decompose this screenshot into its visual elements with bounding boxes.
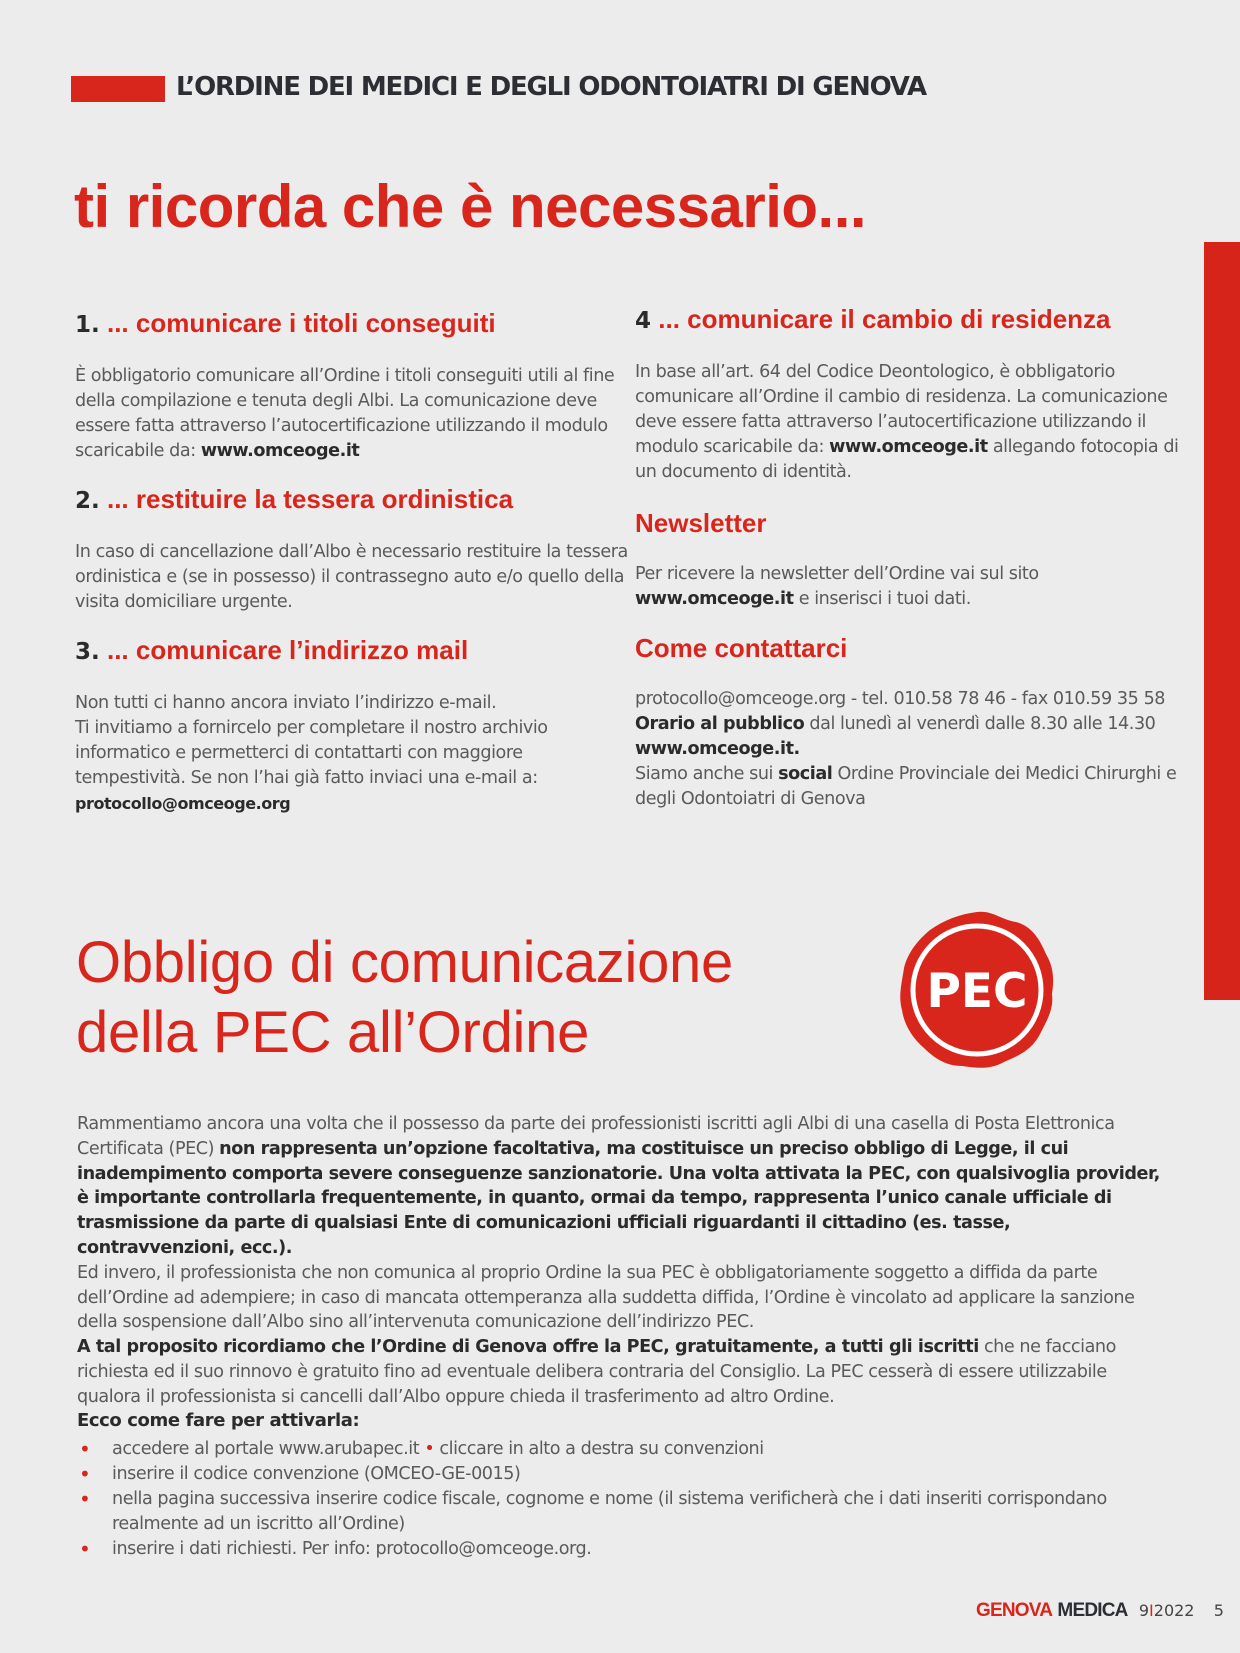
- social-label: social: [778, 764, 833, 784]
- section-4-heading: [635, 302, 1195, 338]
- newsletter-body: Per ricevere la newsletter dell’Ordine vai sul sito www.omceoge.it e inserisci i tuoi dati.: [635, 564, 1039, 609]
- page-footer: [976, 1600, 1224, 1622]
- contacts-heading: Come contattarci: [635, 633, 848, 663]
- section-2-heading: [75, 482, 635, 518]
- section-number: 3.: [75, 639, 100, 665]
- pec-obligation-text: non rappresenta un’opzione facoltativa, ma costituisce un preciso obbligo di Legge, il cui inadempimento comporta severe conseguenze sanzionatorie. Una volta attivata la PEC, con qualsivoglia provider, è importante controllarla frequentemente, in quanto, ormai da tempo, rappresenta l’unico canale ufficiale di trasmissione da parte di qualsiasi Ente di comunicazioni ufficiali riguardanti il cittadino (es. tasse, contravvenzioni, ecc.).: [77, 1138, 1160, 1258]
- website-link[interactable]: www.omceoge.it: [829, 437, 988, 457]
- contacts-body: protocollo@omceoge.org - tel. 010.58 78 46 - fax 010.59 35 58 Orario al pubblico dal lunedì al venerdì dalle 8.30 alle 14.30 www.omceoge.it. Siamo anche sui social Ordine Provinciale dei Medici Chirurghi e degli Odontoiatri di Genova: [635, 689, 1177, 809]
- email-link[interactable]: protocollo@omceoge.org: [75, 794, 291, 813]
- bullet-icon: •: [79, 1462, 91, 1486]
- page-title: ti ricorda che è necessario...: [74, 173, 867, 240]
- section-title: ... comunicare l’indirizzo mail: [106, 635, 469, 665]
- header-accent-bar: [71, 76, 165, 102]
- svg-text:PEC: PEC: [926, 964, 1028, 1019]
- pec-free-offer-text: A tal proposito ricordiamo che l’Ordine di Genova offre la PEC, gratuitamente, a tutti gli iscritti: [77, 1337, 979, 1358]
- organization-title: L’ORDINE DEI MEDICI E DEGLI ODONTOIATRI DI GENOVA: [176, 72, 926, 102]
- section-3-body: Non tutti ci hanno ancora inviato l’indirizzo e-mail. Ti invitiamo a fornircelo per completare il nostro archivio informatico e permetterci di contattarti con maggiore tempestività. Se non l’hai già fatto inviaci una e-mail a: protocollo@omceoge.org: [75, 693, 548, 813]
- pec-body-text: Rammentiamo ancora una volta che il possesso da parte dei professionisti iscritti agli Albi di una casella di Posta Elettronica Certificata (PEC) non rappresenta un’opzione facoltativa, ma costituisce un preciso obbligo di Legge, il cui inadempimento comporta severe conseguenze sanzionatorie. Una volta attivata la PEC, con qualsivoglia provider, è importante controllarla frequentemente, in quanto, ormai da tempo, rappresenta l’unico canale ufficiale di trasmissione da parte di qualsiasi Ente di comunicazioni ufficiali riguardanti il cittadino (es. tasse, contravvenzioni, ecc.). Ed invero, il professionista che non comunica al proprio Ordine la sua PEC è obbligatoriamente soggetto a diffida da parte dell’Ordine ad adempiere; in caso di mancata ottemperanza alla suddetta diffida, l’Ordine è vincolato ad applicare la sanzione della sospensione dall’Albo sino all’intervenuta comunicazione dell’indirizzo PEC. A tal proposito ricordiamo che l’Ordine di Genova offre la PEC, gratuitamente, a tutti gli iscritti che ne facciano richiesta ed il suo rinnovo è gratuito fino ad eventuale delibera contraria del Consiglio. La PEC cesserà di essere utilizzabile qualora il professionista si cancelli dall’Albo oppure chieda il trasferimento ad altro Ordine.: [77, 1114, 1160, 1407]
- section-1: [75, 306, 635, 464]
- pec-seal-icon: [894, 906, 1060, 1074]
- website-link[interactable]: www.omceoge.it.: [635, 739, 800, 759]
- list-item: • inserire il codice convenzione (OMCEO-GE-0015): [79, 1462, 521, 1486]
- section-1-heading: [75, 306, 635, 342]
- section-4-body: In base all’art. 64 del Codice Deontologico, è obbligatorio comunicare all’Ordine il cambio di residenza. La comunicazione deve essere fatta attraverso l’autocertificazione utilizzando il modulo scaricabile da: www.omceoge.it allegando fotocopia di un documento di identità.: [635, 362, 1179, 482]
- magazine-brand-medica: MEDICA: [1057, 1600, 1128, 1621]
- contact-line: protocollo@omceoge.org - tel. 010.58 78 46 - fax 010.59 35 58: [635, 689, 1166, 709]
- bullet-icon: •: [424, 1439, 435, 1459]
- section-2: [75, 482, 635, 615]
- newsletter-section: [635, 506, 1195, 612]
- section-title: ... comunicare il cambio di residenza: [658, 304, 1111, 334]
- section-2-body: In caso di cancellazione dall’Albo è necessario restituire la tessera ordinistica e (se in possesso) il contrassegno auto e/o quello della visita domiciliare urgente.: [75, 542, 628, 612]
- page-number: 5: [1213, 1601, 1224, 1620]
- bullet-icon: •: [79, 1437, 91, 1461]
- section-title: ... restituire la tessera ordinistica: [106, 484, 514, 514]
- list-item: • accedere al portale www.arubapec.it • cliccare in alto a destra su convenzioni: [79, 1437, 764, 1461]
- website-link[interactable]: www.omceoge.it: [635, 589, 794, 609]
- section-3: [75, 633, 635, 817]
- section-number: 4: [635, 308, 652, 334]
- bullet-icon: •: [79, 1487, 91, 1511]
- pec-section-title: Obbligo di comunicazione della PEC all’Ordine: [76, 930, 733, 1065]
- activation-steps-list: [77, 1437, 1167, 1562]
- hours-label: Orario al pubblico: [635, 714, 805, 734]
- list-item: • nella pagina successiva inserire codice fiscale, cognome e nome (il sistema verificherà che i dati inseriti corrispondano realmente ad un iscritto all’Ordine): [79, 1487, 1107, 1534]
- section-number: 1.: [75, 312, 100, 338]
- newsletter-heading: Newsletter: [635, 508, 767, 538]
- section-number: 2.: [75, 488, 100, 514]
- contacts-section: [635, 631, 1195, 812]
- section-title: ... comunicare i titoli conseguiti: [106, 308, 496, 338]
- section-4: [635, 302, 1195, 485]
- issue-number: 9I2022: [1138, 1601, 1195, 1620]
- bullet-icon: •: [79, 1537, 91, 1561]
- website-link[interactable]: www.omceoge.it: [200, 441, 360, 461]
- section-1-body: È obbligatorio comunicare all’Ordine i titoli conseguiti utili al fine della compilazione e tenuta degli Albi. La comunicazione deve essere fatta attraverso l’autocertificazione utilizzando il modulo scaricabile da: www.omceoge.it: [75, 366, 615, 461]
- list-item: • inserire i dati richiesti. Per info: protocollo@omceoge.org.: [79, 1537, 592, 1561]
- steps-title: Ecco come fare per attivarla:: [77, 1410, 360, 1431]
- side-accent-stripe: [1204, 242, 1240, 1000]
- section-3-heading: [75, 633, 635, 669]
- magazine-brand-genova: GENOVA: [976, 1600, 1053, 1621]
